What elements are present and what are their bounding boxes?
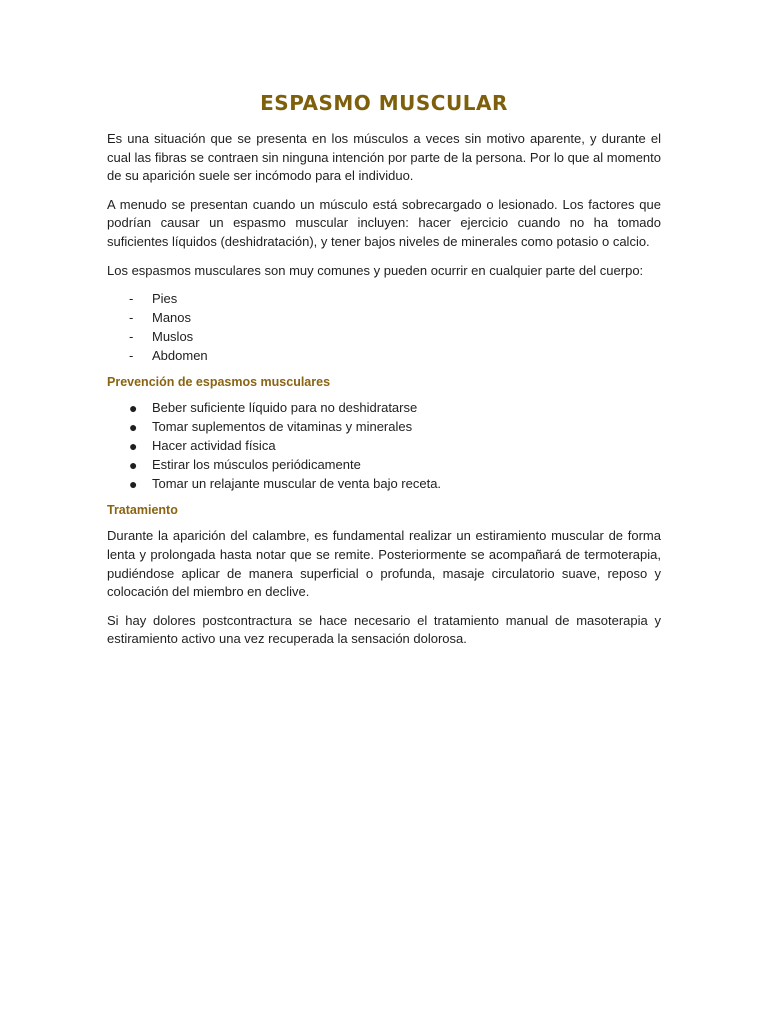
treatment-paragraph-2: Si hay dolores postcontractura se hace necesario el tratamiento manual de masoterapia y estiramiento activo una vez recuperada la sensación dolorosa.: [107, 612, 661, 647]
page-title: ESPASMO MUSCULAR: [260, 91, 508, 115]
dash-marker: -: [129, 328, 134, 344]
list-item-text: Abdomen: [152, 347, 208, 363]
body-parts-list: [107, 290, 661, 365]
intro-paragraph-2: A menudo se presentan cuando un músculo está sobrecargado o lesionado. Los factores que podrían causar un espasmo muscular incluyen: hacer ejercicio cuando no ha tomado suficientes líquidos (deshidratación), y tener bajos niveles de minerales como potasio o calcio.: [107, 196, 661, 249]
list-item: [107, 418, 661, 437]
prevention-list: [107, 399, 661, 493]
list-item-text: Estirar los músculos periódicamente: [152, 456, 361, 472]
list-item-text: Hacer actividad física: [152, 437, 276, 453]
list-item: [107, 328, 661, 347]
prevention-heading: Prevención de espasmos musculares: [107, 375, 331, 390]
list-item: [107, 347, 661, 366]
list-item-text: Tomar suplementos de vitaminas y minerales: [152, 419, 413, 435]
list-item: [107, 437, 661, 456]
list-item-text: Pies: [152, 291, 178, 307]
bullet-marker: ●: [129, 400, 138, 417]
list-item: [107, 309, 661, 328]
list-item-text: Muslos: [152, 328, 194, 344]
bullet-marker: ●: [129, 475, 138, 492]
treatment-paragraph-1: Durante la aparición del calambre, es fundamental realizar un estiramiento muscular de forma lenta y prolongada hasta notar que se remite. Posteriormente se acompañará de termoterapia, pudiéndose aplicar de manera superficial o profunda, masaje circulatorio suave, reposo y colocación del miembro en declive.: [107, 528, 661, 600]
list-item-text: Tomar un relajante muscular de venta bajo receta.: [152, 475, 442, 491]
list-item: [107, 456, 661, 475]
list-item-text: Beber suficiente líquido para no deshidratarse: [152, 400, 418, 416]
bullet-marker: ●: [129, 419, 138, 436]
treatment-heading: Tratamiento: [107, 503, 178, 518]
dash-marker: -: [129, 347, 134, 363]
dash-marker: -: [129, 291, 134, 307]
intro-paragraph-1: Es una situación que se presenta en los músculos a veces sin motivo aparente, y durante el cual las fibras se contraen sin ninguna intención por parte de la persona. Por lo que al momento de su aparición suele ser incómodo para el individuo.: [107, 131, 661, 184]
list-item: [107, 475, 661, 494]
list-item: [107, 290, 661, 309]
list-item-text: Manos: [152, 309, 192, 325]
bullet-marker: ●: [129, 437, 138, 454]
intro-paragraph-3: Los espasmos musculares son muy comunes y pueden ocurrir en cualquier parte del cuerpo:: [107, 262, 644, 278]
bullet-marker: ●: [129, 456, 138, 473]
dash-marker: -: [129, 309, 134, 325]
list-item: [107, 399, 661, 418]
